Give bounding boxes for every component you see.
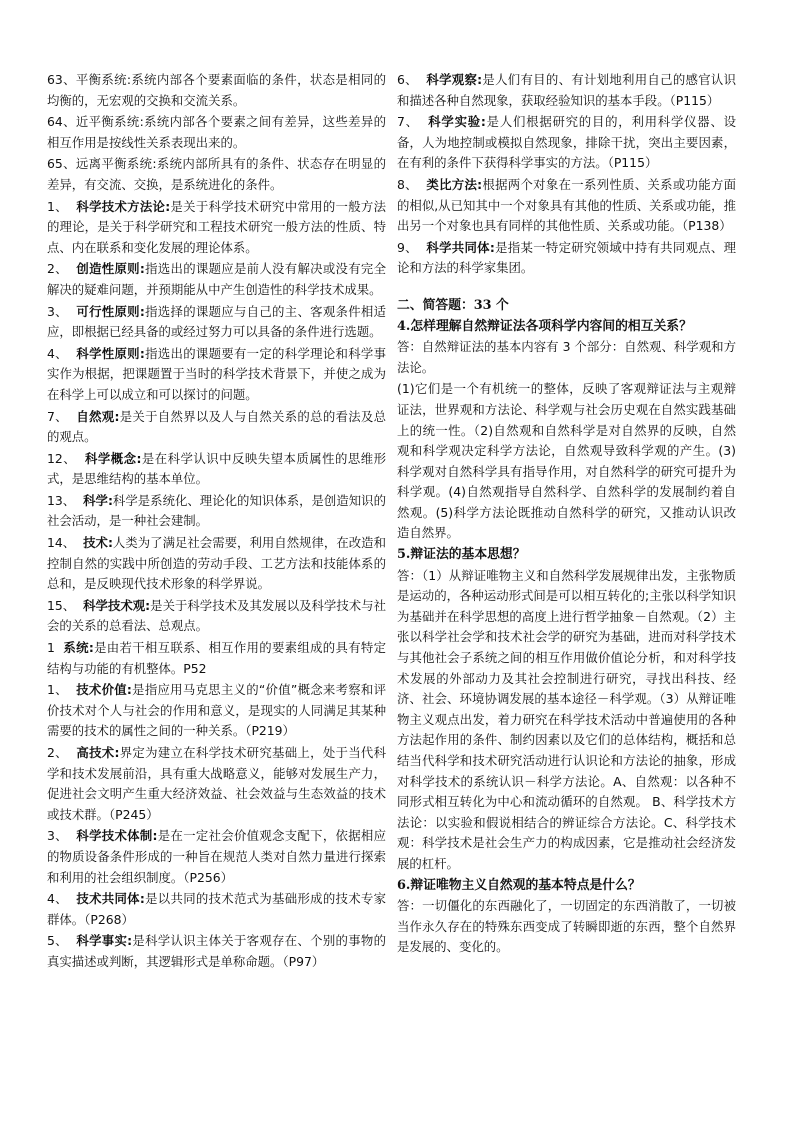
definition-text: 是科学认识主体关于客观存在、个别的事物的真实描述或判断，其逻辑形式是单称命题。（P97）	[47, 933, 386, 969]
right-column	[397, 70, 736, 959]
definition-term: 技术共同体:	[76, 891, 145, 907]
answer-paragraph: (1)它们是一个有机统一的整体，反映了客观辩证法与主观辩证法，世界观和方法论、科学观与社会历史观在自然实践基础上的统一性。（2)自然观和自然科学是对自然界的反映，自然观和科学观决定科学方法论，自然观导致科学观的产生。(3)科学观对自然科学具有指导作用，对自然科学的研究可提升为科学观。(4)自然观指导自然科学、自然科学的发展制约着自然观。(5)科学方法论既推动自然科学的研究，又推动认识改造自然界。	[397, 381, 736, 541]
definition-number: 1、	[47, 198, 68, 214]
answer-paragraph: 答：一切僵化的东西融化了，一切固定的东西消散了，一切被当作永久存在的特殊东西变成了转瞬即逝的东西，整个自然界是发展的、变化的。	[397, 898, 736, 955]
definition-term: 科学共同体:	[426, 239, 495, 255]
definition-term: 高技术:	[76, 745, 120, 760]
definition-item	[47, 533, 386, 595]
definition-item	[47, 197, 386, 259]
definition-term: 科学:	[83, 492, 113, 508]
definition-number: 14、	[47, 535, 76, 551]
definition-number: 4、	[47, 345, 68, 361]
section-title: 二、简答题：33 个	[397, 297, 509, 313]
definition-text: 根据两个对象在一系列性质、关系或功能方面的相似,从已知其中一个对象具有其他的性质、关系或功能，推出另一个对象也具有同样的其他性质、关系或功能。（P138）	[397, 176, 736, 234]
definition-number: 63、平衡系统:	[47, 72, 132, 87]
definition-term: 科学技术观:	[83, 597, 151, 613]
definition-text: 系统内部所具有的条件、状态存在明显的差异，有交流、交换，是系统进化的条件。	[47, 156, 386, 192]
definition-item	[47, 407, 386, 448]
definition-term: 科学技术方法论:	[76, 198, 171, 214]
definition-number: 6、	[397, 72, 418, 87]
definition-item	[47, 344, 386, 406]
definition-term: 科学实验:	[428, 114, 486, 130]
definition-text: 系统内部各个要素面临的条件，状态是相同的均衡的，无宏观的交换和交流关系。	[47, 72, 386, 108]
definition-text: 是在科学认识中反映失望本质属性的思维形式，是思维结构的基本单位。	[47, 450, 386, 487]
definition-number: 65、远离平衡系统:	[47, 156, 157, 172]
definition-number: 12、	[47, 450, 77, 466]
definition-number: 64、近平衡系统:	[47, 114, 144, 130]
right-definitions	[397, 70, 736, 279]
definition-text: 系统内部各个要素之间有差异，这些差异的相互作用是按线性关系表现出来的。	[47, 114, 387, 150]
definition-item	[47, 596, 386, 637]
definition-term: 科学事实:	[76, 933, 133, 949]
definition-item	[47, 931, 386, 972]
definition-term: 科学观察:	[426, 72, 483, 87]
definition-item	[47, 743, 386, 825]
definition-number: 15、	[47, 597, 76, 613]
definition-term: 科学性原则:	[76, 345, 145, 361]
left-column	[47, 70, 386, 974]
definition-item	[47, 680, 386, 742]
definition-term: 科学概念:	[84, 450, 142, 466]
definition-number: 7、	[397, 114, 419, 130]
definition-number: 2、	[47, 261, 68, 277]
definition-term: 科学技术体制:	[76, 828, 158, 844]
answer-paragraph: 答：自然辩证法的基本内容有 3 个部分：自然观、科学观和方法论。	[397, 339, 736, 375]
definition-number: 1、	[47, 682, 68, 698]
definition-text: 指选出的课题要有一定的科学理论和科学事实作为根据，把课题置于当时的科学技术背景下，并使之成为在科学上可以成立和可以探讨的问题。	[47, 345, 386, 402]
definition-item	[47, 302, 386, 343]
left-definitions	[47, 70, 386, 973]
definition-term: 系统:	[63, 640, 94, 656]
definition-number: 1	[47, 640, 55, 656]
definition-item	[47, 449, 386, 490]
qa-list	[397, 317, 736, 958]
definition-number: 13、	[47, 492, 76, 508]
definition-number: 2、	[47, 745, 68, 760]
definition-text: 是由若干相互联系、相互作用的要素组成的具有特定结构与功能的有机整体。P52	[47, 640, 386, 676]
definition-number: 8、	[397, 176, 418, 192]
definition-number: 3、	[47, 828, 68, 844]
definition-number: 7、	[47, 408, 68, 424]
definition-text: 是人们根据研究的目的，利用科学仪器、设备，人为地控制或模拟自然现象，排除干扰，突出主要因素，在有利的条件下获得科学事实的方法。（P115）	[397, 114, 737, 171]
definition-text: 是关于科学技术研究中常用的一般方法的理论，是关于科学研究和工程技术研究一般方法的性质、特点、内在联系和变化发展的理论体系。	[47, 198, 386, 255]
definition-term: 类比方法:	[426, 176, 483, 192]
definition-number: 9、	[397, 239, 418, 255]
definition-text: 科学是系统化、理论化的知识体系，是创造知识的社会活动，是一种社会建制。	[47, 492, 386, 529]
definition-number: 4、	[47, 891, 68, 907]
question-title: 6.辩证唯物主义自然观的基本特点是什么？	[397, 877, 641, 893]
question-title: 5.辩证法的基本思想？	[397, 547, 526, 563]
definition-number: 3、	[47, 303, 68, 319]
definition-text: 是在一定社会价值观念支配下，依据相应的物质设备条件形成的一种旨在规范人类对自然力量进行探索和利用的社会组织制度。（P256）	[47, 828, 386, 885]
definition-text: 是指某一特定研究领域中持有共同观点、理论和方法的科学家集团。	[397, 239, 736, 276]
definition-text: 是人们有目的、有计划地利用自己的感官认识和描述各种自然现象，获取经验知识的基本手段。（P115）	[397, 72, 736, 108]
definition-term: 技术:	[83, 535, 113, 551]
definition-text: 人类为了满足社会需要，利用自然规律，在改造和控制自然的实践中所创造的劳动手段、工艺方法和技能体系的总和，是反映现代技术形象的科学界说。	[47, 535, 386, 592]
definition-text: 指选择的课题应与自己的主、客观条件相适应，即根据已经具备的或经过努力可以具备的条件进行选题。	[47, 303, 386, 340]
definition-term: 创造性原则:	[76, 261, 145, 277]
definition-number: 5、	[47, 933, 68, 949]
definition-item	[397, 175, 736, 237]
definition-item	[47, 889, 386, 930]
definition-item	[47, 259, 386, 300]
definition-text: 是关于科学技术及其发展以及科学技术与社会的关系的总看法、总观点。	[47, 597, 386, 634]
definition-term: 技术价值:	[76, 682, 132, 698]
definition-term: 可行性原则:	[76, 303, 145, 319]
definition-item	[47, 154, 386, 195]
definition-item	[47, 491, 386, 532]
definition-text: 是关于自然界以及人与自然关系的总的看法及总的观点。	[47, 408, 386, 445]
definition-term: 自然观:	[76, 408, 120, 424]
section-spacer	[397, 280, 736, 296]
definition-item	[397, 70, 736, 111]
definition-item	[47, 70, 386, 111]
definition-item	[397, 112, 736, 174]
definition-item	[47, 826, 386, 888]
definition-text: 指选出的课题应是前人没有解决或没有完全解决的疑难问题，并预期能从中产生创造性的科学技术成果。	[47, 261, 386, 297]
definition-item	[47, 112, 386, 153]
answer-paragraph: 答：（1）从辩证唯物主义和自然科学发展规律出发，主张物质是运动的，各种运动形式间是可以相互转化的;主张以科学知识为基础并在科学思想的高度上进行哲学抽象－自然观。（2）主张以科学社会学和技术社会学的研究为基础，进而对科学技术与其他社会子系统之间的相互作用做价值论分析，和对科学技术发展的外部动力及其社会控制进行研究，寻找出科技、经济、社会、环境协调发展的基本途径－科学观。（3）从辩证唯物主义观点出发，着力研究在科学技术活动中普遍使用的各种方法起作用的条件、制约因素以及它们的总体结构，概括和总结当代科学和技术研究活动进行认识论和方法论的抽象，形成对科学技术的系统认识－科学方法论。A、自然观：以各种不同形式相互转化为中心和流动循环的自然观。 B、科学技术方法论：以实验和假说相结合的辨证综合方法论。C、科学技术观：科学技术是社会生产力的构成因素，它是推动社会经济发展的杠杆。	[397, 567, 736, 871]
definition-text: 是以共同的技术范式为基础形成的技术专家群体。（P268）	[47, 891, 386, 927]
definition-item	[397, 238, 736, 279]
definition-item	[47, 638, 386, 679]
definition-text: 界定为建立在科学技术研究基础上，处于当代科学和技术发展前沿，具有重大战略意义，能够对发展生产力，促进社会文明产生重大经济效益、社会效益与生态效益的技术或技术群。（P245）	[47, 745, 386, 822]
question-title: 4.怎样理解自然辩证法各项科学内容间的相互关系？	[397, 318, 692, 334]
definition-text: 是指应用马克思主义的“价值”概念来考察和评价技术对个人与社会的作用和意义，是现实的人同满足其某种需要的技术的属性之间的一种关系。（P219）	[47, 682, 386, 739]
